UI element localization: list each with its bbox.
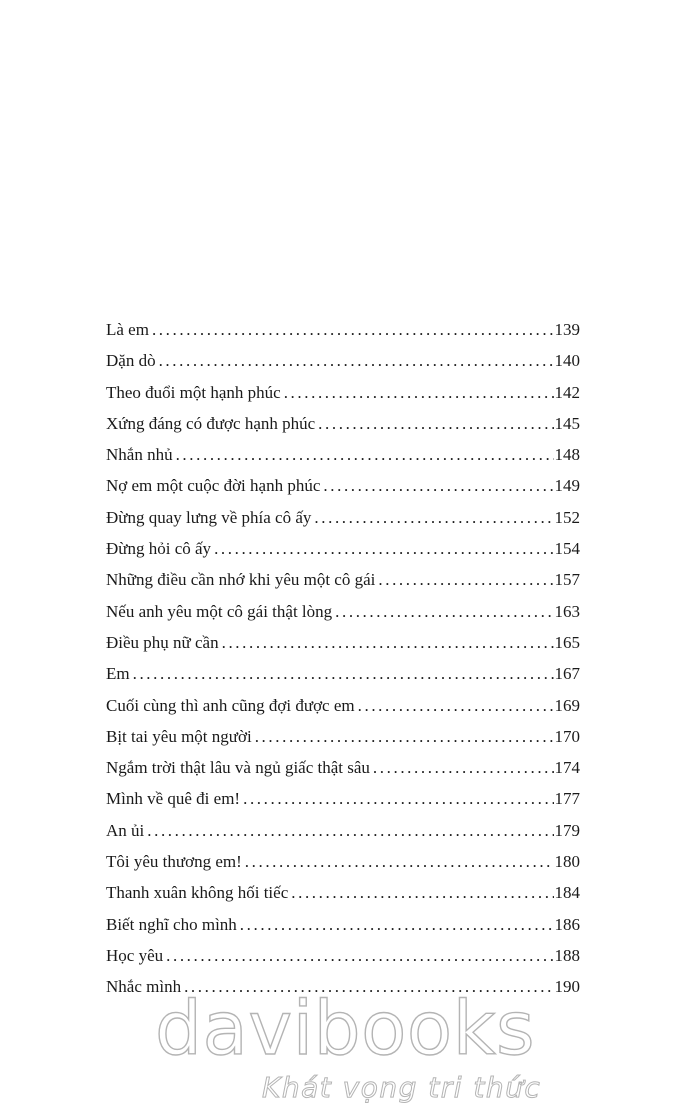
toc-entry-title: Mình về quê đi em!	[106, 789, 241, 809]
toc-dot-leader	[245, 846, 554, 877]
toc-entry-page: 149	[554, 476, 580, 496]
toc-dot-leader	[159, 345, 554, 376]
toc-entry-title: Nhắn nhủ	[106, 445, 173, 465]
toc-entry	[106, 408, 580, 439]
toc-entry	[106, 815, 580, 846]
toc-entry-title: Theo đuổi một hạnh phúc	[106, 382, 281, 402]
toc-entry-page: 142	[554, 382, 580, 402]
watermark-tagline: Khát vọng tri thức	[262, 1071, 542, 1104]
toc-dot-leader	[314, 502, 553, 533]
toc-entry	[106, 783, 580, 814]
toc-entry-title: Nhắc mình	[106, 977, 182, 997]
toc-entry-page: 140	[554, 351, 580, 371]
toc-dot-leader	[176, 439, 554, 470]
toc-dot-leader	[214, 533, 553, 564]
toc-entry	[106, 627, 580, 658]
toc-entry	[106, 690, 580, 721]
toc-dot-leader	[318, 408, 553, 439]
toc-dot-leader	[222, 627, 554, 658]
toc-entry-page: 154	[554, 539, 580, 559]
toc-entry	[106, 502, 580, 533]
toc-entry-title: Bịt tai yêu một người	[106, 726, 252, 746]
toc-entry	[106, 439, 580, 470]
toc-dot-leader	[152, 314, 554, 345]
toc-entry-title: Điều phụ nữ cần	[106, 632, 219, 652]
toc-entry-page: 169	[554, 695, 580, 715]
toc-entry-title: Tôi yêu thương em!	[106, 852, 242, 872]
toc-dot-leader	[243, 783, 553, 814]
toc-entry-title: Đừng quay lưng về phía cô ấy	[106, 507, 312, 527]
toc-entry-page: 148	[554, 445, 580, 465]
toc-entry-title: Xứng đáng có được hạnh phúc	[106, 413, 316, 433]
toc-dot-leader	[133, 658, 554, 689]
toc-dot-leader	[335, 596, 553, 627]
toc-entry-title: Đừng hỏi cô ấy	[106, 539, 212, 559]
toc-entry	[106, 314, 580, 345]
toc-entry-page: 163	[554, 601, 580, 621]
toc-entry-page: 152	[554, 507, 580, 527]
toc-entry	[106, 533, 580, 564]
toc-entry	[106, 940, 580, 971]
toc-entry-page: 157	[554, 570, 580, 590]
toc-dot-leader	[147, 815, 553, 846]
toc-entry	[106, 846, 580, 877]
toc-entry	[106, 752, 580, 783]
toc-entry	[106, 564, 580, 595]
toc-entry-page: 174	[554, 758, 580, 778]
toc-entry-page: 184	[554, 883, 580, 903]
toc-entry-title: Em	[106, 664, 130, 684]
toc-entry	[106, 596, 580, 627]
toc-entry	[106, 877, 580, 908]
toc-entry-page: 180	[554, 852, 580, 872]
toc-dot-leader	[323, 470, 553, 501]
toc-entry	[106, 470, 580, 501]
toc-entry-title: Nợ em một cuộc đời hạnh phúc	[106, 476, 321, 496]
toc-entry-title: Cuối cùng thì anh cũng đợi được em	[106, 695, 355, 715]
toc-entry	[106, 909, 580, 940]
toc-entry-title: Dặn dò	[106, 351, 156, 371]
toc-entry-page: 170	[554, 726, 580, 746]
toc-entry-title: Học yêu	[106, 945, 164, 965]
toc-dot-leader	[166, 940, 553, 971]
toc-entry	[106, 345, 580, 376]
toc-dot-leader	[291, 877, 553, 908]
toc-entry-title: Biết nghĩ cho mình	[106, 914, 237, 934]
toc-entry-title: Những điều cần nhớ khi yêu một cô gái	[106, 570, 376, 590]
toc-entry-page: 177	[554, 789, 580, 809]
toc-entry-page: 167	[554, 664, 580, 684]
toc-dot-leader	[184, 971, 553, 1002]
toc-entry-title: Là em	[106, 320, 149, 339]
toc-dot-leader	[240, 909, 554, 940]
toc-entry-page: 179	[554, 820, 580, 840]
toc-entry-title: Thanh xuân không hối tiếc	[106, 883, 289, 903]
toc-entry	[106, 658, 580, 689]
toc-dot-leader	[358, 690, 554, 721]
toc-entry-page: 190	[554, 977, 580, 997]
toc-entry	[106, 971, 580, 1002]
toc-dot-leader	[255, 721, 554, 752]
toc-entry-page: 145	[554, 413, 580, 433]
toc-entry	[106, 377, 580, 408]
toc-entry-title: Nếu anh yêu một cô gái thật lòng	[106, 601, 333, 621]
toc-entry-page: 139	[554, 320, 580, 339]
toc-entry	[106, 721, 580, 752]
toc-entry-page: 186	[554, 914, 580, 934]
toc-entry-title: An ủi	[106, 820, 145, 840]
toc-entry-page: 165	[554, 632, 580, 652]
table-of-contents	[106, 314, 580, 1003]
toc-dot-leader	[378, 564, 553, 595]
toc-dot-leader	[284, 377, 554, 408]
watermark-brand: davibooks	[155, 986, 536, 1072]
toc-entry-title: Ngắm trời thật lâu và ngủ giấc thật sâu	[106, 758, 370, 778]
toc-dot-leader	[373, 752, 554, 783]
toc-entry-page: 188	[554, 945, 580, 965]
